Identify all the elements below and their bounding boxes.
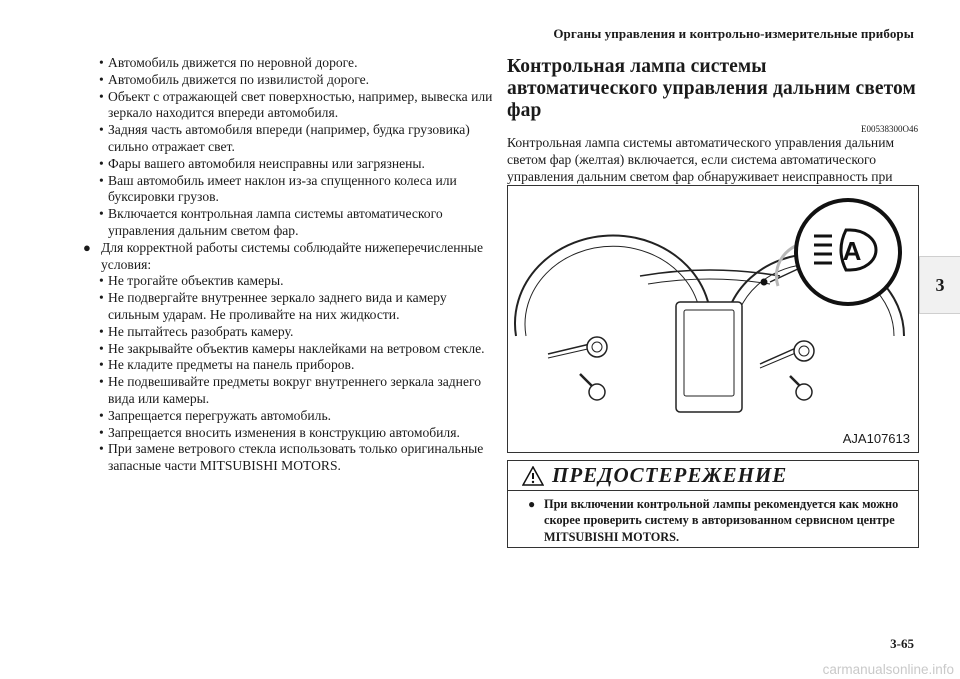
disc-bullet-icon: ● [528,497,536,511]
dot-bullet-icon: • [99,122,104,138]
page-header: Органы управления и контрольно-измерительные приборы [553,26,914,41]
condition-text: Ваш автомобиль имеет наклон из-за спущенного колеса или буксировки грузов. [108,172,457,205]
dot-bullet-icon: • [99,273,104,289]
right-knob [796,384,812,400]
condition-item [99,273,495,290]
warning-box [507,460,919,548]
left-gauge-needle [548,344,590,354]
dot-bullet-icon: • [99,441,104,457]
condition-text: Не пытайтесь разобрать камеру. [108,323,294,339]
condition-item [99,72,495,89]
dot-bullet-icon: • [99,55,104,70]
condition-text: Не подвергайте внутреннее зеркало заднего вида и камеру сильным ударам. Не проливайте на них жидкости. [108,290,447,322]
main-bullet-text: Для корректной работы системы соблюдайте нижеперечисленные условия: [101,239,483,272]
page-number: 3-65 [890,636,914,651]
right-gauge-hub [794,341,814,361]
disc-bullet-icon: ● [83,239,91,255]
dot-bullet-icon: • [99,290,104,306]
chapter-tab: 3 [919,256,960,314]
right-column [507,56,918,202]
dot-bullet-icon: • [99,206,104,222]
section-code: E00538300О46 [861,124,918,134]
dot-bullet-icon: • [99,172,104,188]
center-top-arc-inner [648,279,770,284]
dot-bullet-icon: • [99,407,104,423]
section-title: Контрольная лампа системы автоматического управления дальним светом фар [507,56,916,121]
warning-text: При включении контрольной лампы рекомендуется как можно скорее проверить систему в авторизованном сервисном центре MITSUBISHI MOTORS. [544,497,899,544]
dot-bullet-icon: • [99,374,104,390]
conditions-list-bottom [83,273,495,475]
dot-bullet-icon: • [99,88,104,104]
figure-label: AJA107613 [842,431,910,446]
dot-bullet-icon: • [99,357,104,373]
condition-item [99,357,495,374]
condition-text: Не закрывайте объектив камеры наклейками на ветровом стекле. [108,340,485,356]
right-gauge-needle [760,348,796,364]
left-knob [589,384,605,400]
condition-text: Не подвешивайте предметы вокруг внутреннего зеркала заднего вида или камеры. [108,374,482,406]
left-gauge-hub [587,337,607,357]
dot-bullet-icon: • [99,71,104,87]
condition-item [99,374,495,408]
condition-item [99,408,495,425]
condition-text: Не трогайте объектив камеры. [108,273,284,289]
condition-text: Объект с отражающей свет поверхностью, например, вывеска или зеркало находится впереди автомобиля. [108,88,493,121]
condition-item [99,173,495,207]
condition-item [99,89,495,123]
condition-item [99,425,495,442]
instrument-cluster-figure [507,185,919,453]
dot-bullet-icon: • [99,155,104,171]
left-knob-stem [580,374,592,386]
section-paragraph: Контрольная лампа системы автоматического управления дальним светом фар (желтая) включается, если система автоматического управления дальним светом фар обнаруживает неисправность при [507,135,895,184]
warning-triangle-icon [522,466,544,486]
right-gauge-needle-edge [760,352,798,368]
condition-item [99,290,495,324]
indicator-lamp-dot [761,279,768,286]
condition-item [99,206,495,240]
condition-text: Включается контрольная лампа системы автоматического управления дальним светом фар. [108,206,443,238]
condition-text: Запрещается вносить изменения в конструкцию автомобиля. [108,424,460,440]
condition-text: Запрещается перегружать автомобиль. [108,407,332,423]
instrument-cluster-drawing [508,186,918,452]
dot-bullet-icon: • [99,323,104,339]
main-bullet-item [83,240,495,274]
condition-text: При замене ветрового стекла использовать только оригинальные запасные части MITSUBISHI MOTORS. [108,441,484,474]
condition-item [99,55,495,72]
right-knob-stem [790,376,800,386]
warning-item [508,491,918,545]
dot-bullet-icon: • [99,340,104,356]
conditions-list-top [83,55,495,240]
watermark: carmanualsonline.info [822,662,954,677]
condition-text: Фары вашего автомобиля неисправны или загрязнены. [108,155,425,171]
left-gauge-inner [525,246,701,336]
condition-item [99,122,495,156]
condition-text: Автомобиль движется по извилистой дороге. [108,71,370,87]
left-column [83,55,495,475]
condition-text: Задняя часть автомобиля впереди (например, будка грузовика) сильно отражает свет. [108,122,470,154]
condition-item [99,324,495,341]
condition-text: Автомобиль движется по неровной дороге. [108,55,358,70]
condition-item [99,441,495,475]
warning-header [508,461,918,491]
auto-high-beam-letter: A [842,236,862,266]
condition-text: Не кладите предметы на панель приборов. [108,357,355,373]
condition-item [99,156,495,173]
warning-title: ПРЕДОСТЕРЕЖЕНИЕ [552,463,788,487]
condition-item [99,341,495,358]
dot-bullet-icon: • [99,424,104,440]
